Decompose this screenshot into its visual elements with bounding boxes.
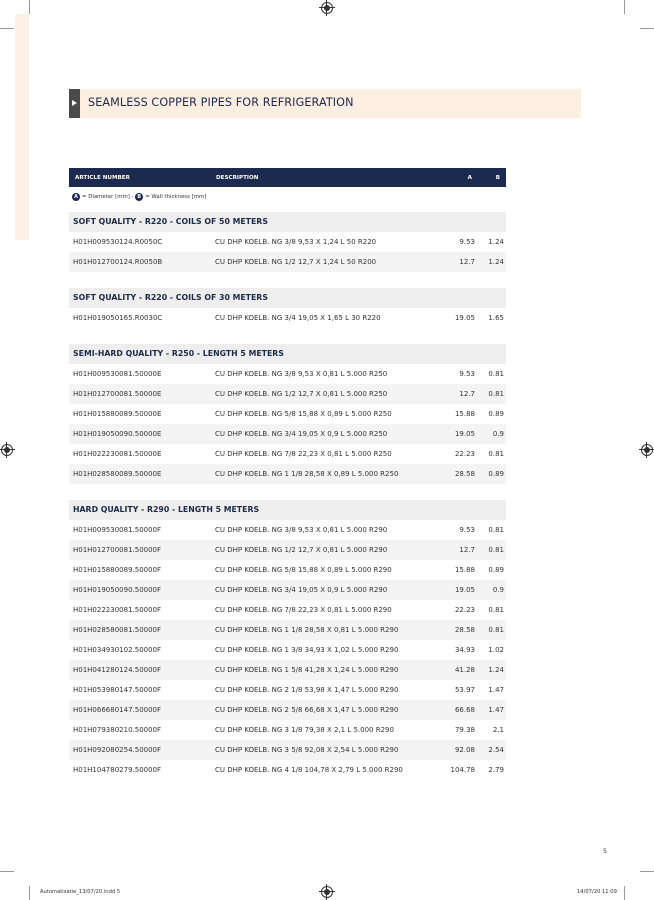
wall-thickness-cell: 0.81 [488, 526, 504, 534]
table-row [69, 232, 506, 252]
diameter-cell: 9.53 [459, 370, 475, 378]
description-cell: CU DHP KOELB. NG 1/2 12,7 X 1,24 L 50 R200 [215, 258, 377, 266]
footer-file-info: Automatisatie_13/07/20.indd 5 [40, 889, 121, 895]
diameter-cell: 15.88 [454, 410, 475, 418]
table-row [69, 404, 506, 424]
legend-diameter-text: = Diameter [mm] - [82, 194, 136, 200]
table-row [69, 560, 506, 580]
section-title: HARD QUALITY - R290 - LENGTH 5 METERS [73, 505, 260, 514]
diameter-cell: 53.97 [454, 686, 475, 694]
article-number-cell: H01H012700081.50000E [73, 390, 162, 398]
diameter-cell: 28.58 [454, 626, 475, 634]
article-number-cell: H01H019050165.R0030C [73, 314, 163, 322]
table-legend [72, 193, 206, 201]
wall-thickness-cell: 0.81 [488, 606, 504, 614]
crop-mark [29, 886, 30, 900]
article-number-cell: H01H022230081.50000E [73, 450, 162, 458]
diameter-cell: 92.08 [454, 746, 475, 754]
wall-thickness-cell: 1.65 [488, 314, 504, 322]
table-row [69, 580, 506, 600]
triangle-right-icon [69, 89, 80, 118]
wall-thickness-cell: 0.89 [488, 566, 504, 574]
section-heading [69, 212, 506, 232]
table-row [69, 680, 506, 700]
page-title: SEAMLESS COPPER PIPES FOR REFRIGERATION [88, 96, 354, 109]
wall-thickness-cell: 0.81 [488, 626, 504, 634]
wall-thickness-cell: 0.9 [492, 430, 504, 438]
diameter-cell: 66.68 [454, 706, 475, 714]
description-cell: CU DHP KOELB. NG 3/4 19,05 X 0,9 L 5.000 R290 [215, 586, 388, 594]
wall-thickness-cell: 2.54 [488, 746, 504, 754]
wall-thickness-cell: 0.81 [488, 546, 504, 554]
diameter-cell: 79.38 [454, 726, 475, 734]
section-title: SEMI-HARD QUALITY - R250 - LENGTH 5 METERS [73, 349, 284, 358]
table-row [69, 620, 506, 640]
wall-thickness-cell: 1.47 [488, 706, 504, 714]
section-heading [69, 344, 506, 364]
wall-thickness-cell: 1.24 [488, 238, 504, 246]
footer-timestamp: 14/07/20 11:09 [577, 889, 617, 895]
description-cell: CU DHP KOELB. NG 7/8 22,23 X 0,81 L 5.000 R250 [215, 450, 392, 458]
table-row [69, 700, 506, 720]
wall-thickness-cell: 2.1 [492, 726, 504, 734]
legend-wall-thickness-text: = Wall thickness [mm] [145, 194, 207, 200]
diameter-cell: 9.53 [459, 238, 475, 246]
description-cell: CU DHP KOELB. NG 2 5/8 66,68 X 1,47 L 5.000 R290 [215, 706, 399, 714]
table-row [69, 464, 506, 484]
description-cell: CU DHP KOELB. NG 3 5/8 92,08 X 2,54 L 5.000 R290 [215, 746, 399, 754]
table-row [69, 384, 506, 404]
diameter-cell: 41.28 [454, 666, 475, 674]
table-row [69, 520, 506, 540]
crop-mark [640, 871, 654, 872]
article-number-cell: H01H034930102.50000F [73, 646, 162, 654]
header-b: B [495, 175, 500, 181]
table-row [69, 640, 506, 660]
section-heading [69, 288, 506, 308]
table-header [69, 168, 506, 187]
article-number-cell: H01H028580089.50000E [73, 470, 162, 478]
registration-mark-icon [1, 444, 13, 456]
header-description: DESCRIPTION [216, 175, 259, 181]
article-number-cell: H01H015880089.50000E [73, 410, 162, 418]
article-number-cell: H01H009530124.R0050C [73, 238, 163, 246]
diameter-cell: 9.53 [459, 526, 475, 534]
wall-thickness-cell: 1.24 [488, 666, 504, 674]
description-cell: CU DHP KOELB. NG 4 1/8 104,78 X 2,79 L 5.000 R290 [215, 766, 403, 774]
description-cell: CU DHP KOELB. NG 5/8 15,88 X 0,89 L 5.000 R290 [215, 566, 392, 574]
description-cell: CU DHP KOELB. NG 1 3/8 34,93 X 1,02 L 5.000 R290 [215, 646, 399, 654]
description-cell: CU DHP KOELB. NG 3/4 19,05 X 0,9 L 5.000 R250 [215, 430, 388, 438]
article-number-cell: H01H041280124.50000F [73, 666, 162, 674]
description-cell: CU DHP KOELB. NG 3/8 9,53 X 0,81 L 5.000 R250 [215, 370, 388, 378]
description-cell: CU DHP KOELB. NG 3/4 19,05 X 1,65 L 30 R220 [215, 314, 381, 322]
article-number-cell: H01H012700124.R0050B [73, 258, 163, 266]
table-row [69, 308, 506, 328]
registration-mark-icon [641, 444, 653, 456]
table-row [69, 660, 506, 680]
article-number-cell: H01H066680147.50000F [73, 706, 162, 714]
diameter-cell: 19.05 [454, 314, 475, 322]
section-title: SOFT QUALITY - R220 - COILS OF 50 METERS [73, 217, 268, 226]
wall-thickness-cell: 0.81 [488, 370, 504, 378]
article-number-cell: H01H104780279.50000F [73, 766, 162, 774]
wall-thickness-cell: 0.81 [488, 390, 504, 398]
article-number-cell: H01H053980147.50000F [73, 686, 162, 694]
article-number-cell: H01H092080254.50000F [73, 746, 162, 754]
wall-thickness-cell: 1.24 [488, 258, 504, 266]
table-row [69, 424, 506, 444]
registration-mark-icon [321, 886, 333, 898]
article-number-cell: H01H015880089.50000F [73, 566, 162, 574]
wall-thickness-cell: 2.79 [488, 766, 504, 774]
table-row [69, 600, 506, 620]
table-row [69, 444, 506, 464]
diameter-badge-icon: A [72, 193, 80, 201]
wall-thickness-cell: 0.89 [488, 470, 504, 478]
description-cell: CU DHP KOELB. NG 3/8 9,53 X 1,24 L 50 R220 [215, 238, 377, 246]
header-a: A [467, 175, 472, 181]
description-cell: CU DHP KOELB. NG 1/2 12,7 X 0,81 L 5.000 R250 [215, 390, 388, 398]
diameter-cell: 19.05 [454, 430, 475, 438]
description-cell: CU DHP KOELB. NG 1 1/8 28,58 X 0,81 L 5.000 R290 [215, 626, 399, 634]
crop-mark [624, 886, 625, 900]
article-number-cell: H01H009530081.50000F [73, 526, 162, 534]
description-cell: CU DHP KOELB. NG 3 1/8 79,38 X 2,1 L 5.000 R290 [215, 726, 394, 734]
crop-mark [624, 0, 625, 14]
wall-thickness-cell: 0.81 [488, 450, 504, 458]
table-row [69, 760, 506, 780]
wall-thickness-badge-icon: B [135, 193, 143, 201]
crop-mark [29, 0, 30, 14]
article-number-cell: H01H019050090.50000E [73, 430, 162, 438]
section-banner [69, 89, 581, 118]
description-cell: CU DHP KOELB. NG 7/8 22,23 X 0,81 L 5.000 R290 [215, 606, 392, 614]
table-row [69, 252, 506, 272]
description-cell: CU DHP KOELB. NG 3/8 9,53 X 0,81 L 5.000 R290 [215, 526, 388, 534]
diameter-cell: 104.78 [450, 766, 475, 774]
section-title: SOFT QUALITY - R220 - COILS OF 30 METERS [73, 293, 268, 302]
wall-thickness-cell: 0.89 [488, 410, 504, 418]
table-row [69, 740, 506, 760]
table-row [69, 720, 506, 740]
article-number-cell: H01H009530081.50000E [73, 370, 162, 378]
description-cell: CU DHP KOELB. NG 2 1/8 53,98 X 1,47 L 5.000 R290 [215, 686, 399, 694]
description-cell: CU DHP KOELB. NG 1 1/8 28,58 X 0,89 L 5.000 R250 [215, 470, 399, 478]
description-cell: CU DHP KOELB. NG 1/2 12,7 X 0,81 L 5.000 R290 [215, 546, 388, 554]
diameter-cell: 12.7 [459, 390, 475, 398]
diameter-cell: 28.58 [454, 470, 475, 478]
crop-mark [0, 28, 14, 29]
diameter-cell: 12.7 [459, 258, 475, 266]
header-article-number: ARTICLE NUMBER [75, 175, 130, 181]
table-row [69, 540, 506, 560]
registration-mark-icon [321, 2, 333, 14]
description-cell: CU DHP KOELB. NG 5/8 15,88 X 0,89 L 5.000 R250 [215, 410, 392, 418]
wall-thickness-cell: 1.47 [488, 686, 504, 694]
side-color-strip [15, 14, 29, 240]
diameter-cell: 12.7 [459, 546, 475, 554]
article-number-cell: H01H019050090.50000F [73, 586, 162, 594]
wall-thickness-cell: 1.02 [488, 646, 504, 654]
article-number-cell: H01H012700081.50000F [73, 546, 162, 554]
table-row [69, 364, 506, 384]
page-number: 5 [603, 848, 607, 855]
wall-thickness-cell: 0.9 [492, 586, 504, 594]
article-number-cell: H01H028580081.50000F [73, 626, 162, 634]
diameter-cell: 22.23 [454, 606, 475, 614]
diameter-cell: 22.23 [454, 450, 475, 458]
article-number-cell: H01H022230081.50000F [73, 606, 162, 614]
crop-mark [640, 28, 654, 29]
diameter-cell: 19.05 [454, 586, 475, 594]
section-heading [69, 500, 506, 520]
article-number-cell: H01H079380210.50000F [73, 726, 162, 734]
diameter-cell: 15.88 [454, 566, 475, 574]
description-cell: CU DHP KOELB. NG 1 5/8 41,28 X 1,24 L 5.000 R290 [215, 666, 399, 674]
crop-mark [0, 871, 14, 872]
diameter-cell: 34.93 [454, 646, 475, 654]
